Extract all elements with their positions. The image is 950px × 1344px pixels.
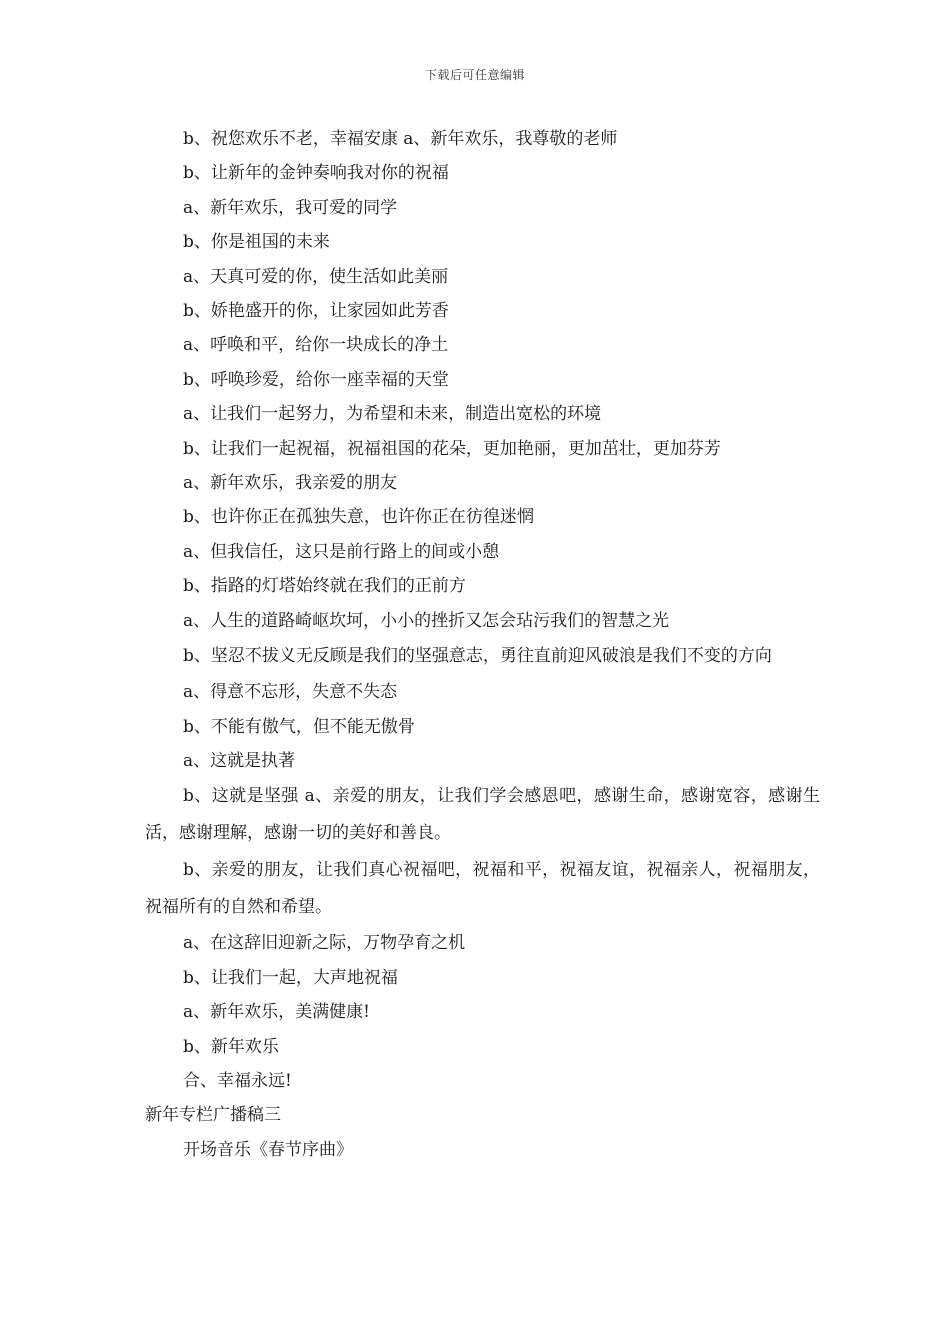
paragraph: b、让新年的金钟奏响我对你的祝福 [183, 163, 449, 184]
paragraph: b、让我们一起，大声地祝福 [183, 967, 398, 988]
paragraph: b、让我们一起祝福，祝福祖国的花朵，更加艳丽，更加茁壮，更加芬芳 [183, 438, 721, 459]
paragraph: b、呼唤珍爱，给你一座幸福的天堂 [183, 369, 449, 390]
paragraph: b、也许你正在孤独失意，也许你正在彷徨迷惘 [183, 507, 534, 528]
paragraph: a、天真可爱的你，使生活如此美丽 [183, 266, 449, 287]
paragraph: b、指路的灯塔始终就在我们的正前方 [183, 576, 466, 597]
paragraph: a、呼唤和平，给你一块成长的净土 [183, 335, 449, 356]
paragraph: b、不能有傲气，但不能无傲骨 [183, 716, 415, 737]
paragraph: b、坚忍不拔义无反顾是我们的坚强意志，勇往直前迎风破浪是我们不变的方向 [183, 646, 772, 667]
section-heading: 新年专栏广播稿三 [145, 1105, 281, 1126]
paragraph: a、得意不忘形，失意不失态 [183, 682, 398, 703]
paragraph: a、人生的道路崎岖坎坷，小小的挫折又怎会玷污我们的智慧之光 [183, 610, 670, 631]
paragraph: a、让我们一起努力，为希望和未来，制造出宽松的环境 [183, 404, 602, 425]
paragraph: a、新年欢乐，美满健康! [183, 1002, 370, 1023]
paragraph: a、但我信任，这只是前行路上的间或小憩 [183, 541, 500, 562]
document-body [145, 122, 820, 1167]
paragraph: a、新年欢乐，我亲爱的朋友 [183, 473, 398, 494]
paragraph: b、新年欢乐 [183, 1036, 279, 1057]
paragraph: b、亲爱的朋友，让我们真心祝福吧，祝福和平，祝福友谊，祝福亲人，祝福朋友，祝福所有的自然和希望。 [145, 860, 820, 918]
paragraph: 开场音乐《春节序曲》 [183, 1139, 353, 1160]
paragraph: b、这就是坚强 a、亲爱的朋友，让我们学会感恩吧，感谢生命，感谢宽容，感谢生活，感谢理解，感谢一切的美好和善良。 [145, 786, 820, 844]
paragraph: a、在这辞旧迎新之际，万物孕育之机 [183, 933, 466, 954]
paragraph: b、你是祖国的未来 [183, 232, 330, 253]
page-header: 下载后可任意编辑 [424, 68, 525, 82]
paragraph: 合、幸福永远! [183, 1070, 292, 1091]
paragraph: a、这就是执著 [183, 750, 296, 771]
paragraph: b、娇艳盛开的你，让家园如此芳香 [183, 301, 449, 322]
paragraph: a、新年欢乐，我可爱的同学 [183, 197, 398, 218]
paragraph: b、祝您欢乐不老，幸福安康 a、新年欢乐，我尊敬的老师 [183, 129, 618, 149]
